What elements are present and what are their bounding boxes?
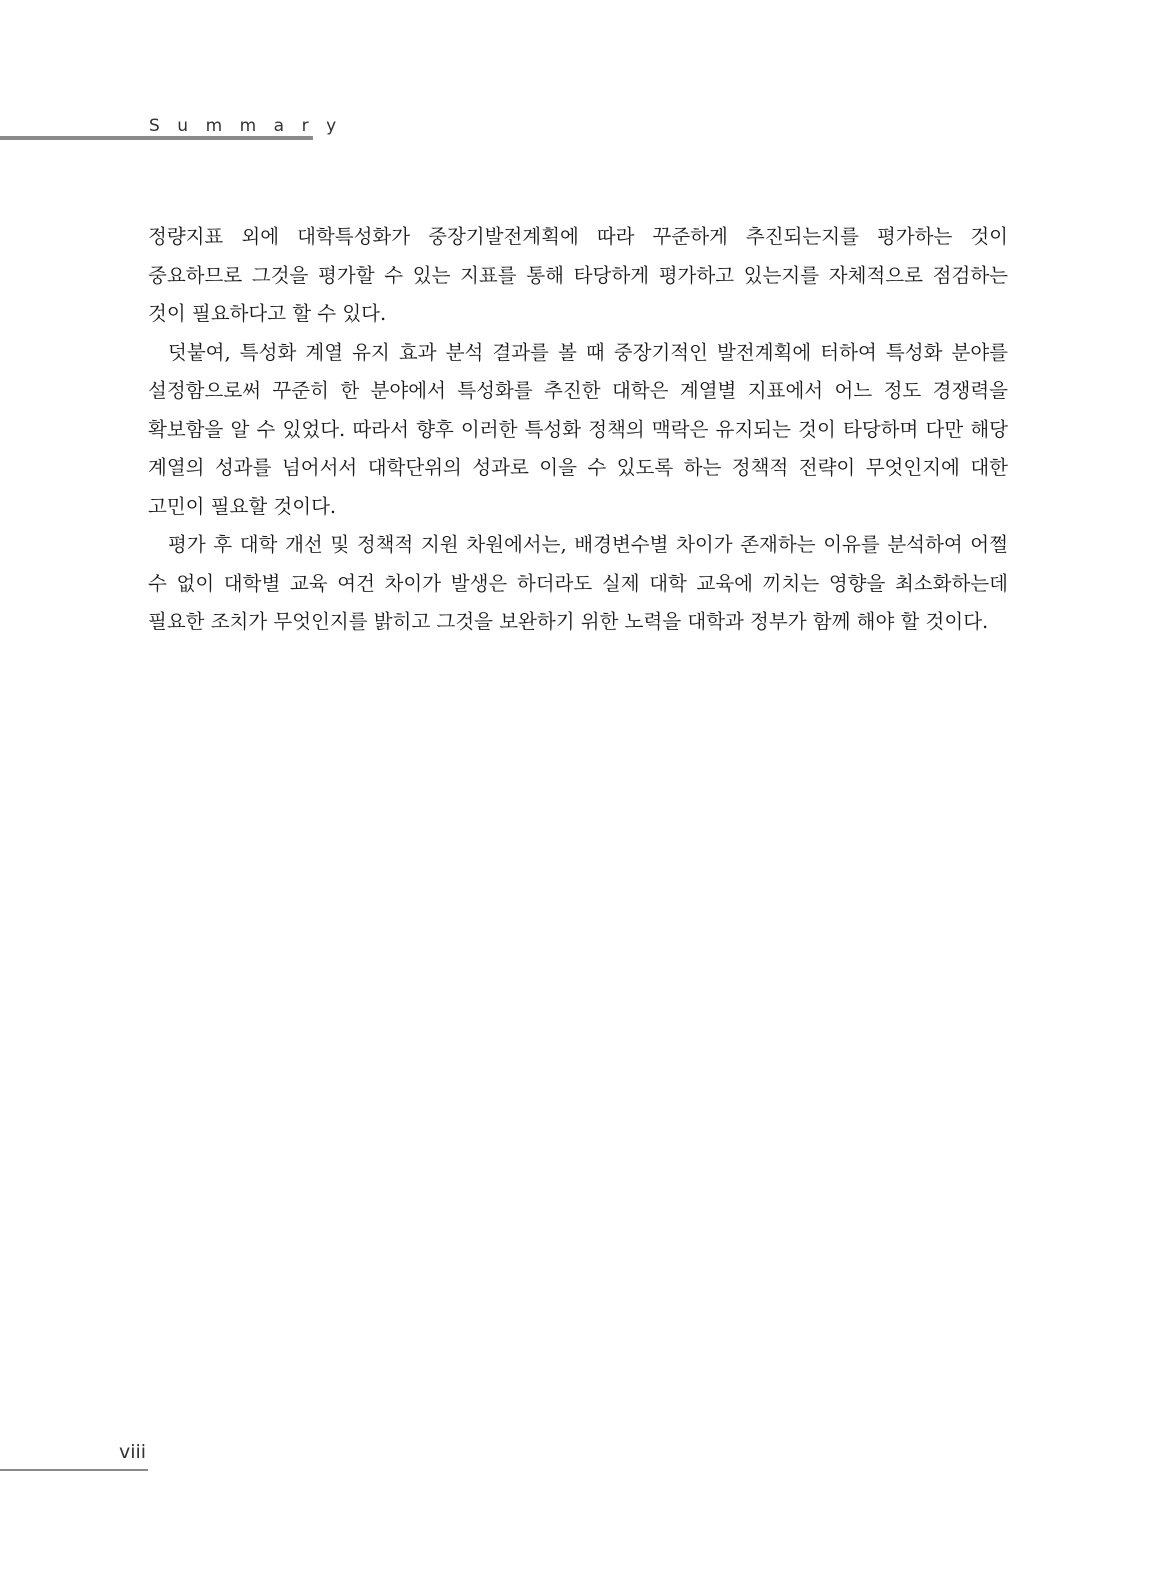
running-header-title: Summary — [149, 116, 354, 136]
body-paragraph-3: 평가 후 대학 개선 및 정책적 지원 차원에서는, 배경변수별 차이가 존재하는 이유를 분석하여 어쩔 수 없이 대학별 교육 여건 차이가 발생은 하더라도 실제 대학 교육에 끼치는 영향을 최소화하는데 필요한 조치가 무엇인지를 밝히고 그것을 보완하기 위한 노력을 대학과 정부가 함께 해야 할 것이다. — [148, 533, 1008, 633]
header-rule — [0, 136, 313, 140]
summary-body — [148, 218, 1008, 642]
page-number: viii — [119, 1441, 147, 1463]
footer-rule — [0, 1469, 148, 1471]
body-paragraph-1: 정량지표 외에 대학특성화가 중장기발전계획에 따라 꾸준하게 추진되는지를 평가하는 것이 중요하므로 그것을 평가할 수 있는 지표를 통해 타당하게 평가하고 있는지를 자체적으로 점검하는 것이 필요하다고 할 수 있다. — [148, 225, 1008, 325]
body-paragraph-2: 덧붙여, 특성화 계열 유지 효과 분석 결과를 볼 때 중장기적인 발전계획에 터하여 특성화 분야를 설정함으로써 꾸준히 한 분야에서 특성화를 추진한 대학은 계열별 지표에서 어느 정도 경쟁력을 확보함을 알 수 있었다. 따라서 향후 이러한 특성화 정책의 맥락은 유지되는 것이 타당하며 다만 해당 계열의 성과를 넘어서서 대학단위의 성과로 이을 수 있도록 하는 정책적 전략이 무엇인지에 대한 고민이 필요할 것이다. — [148, 340, 1008, 518]
